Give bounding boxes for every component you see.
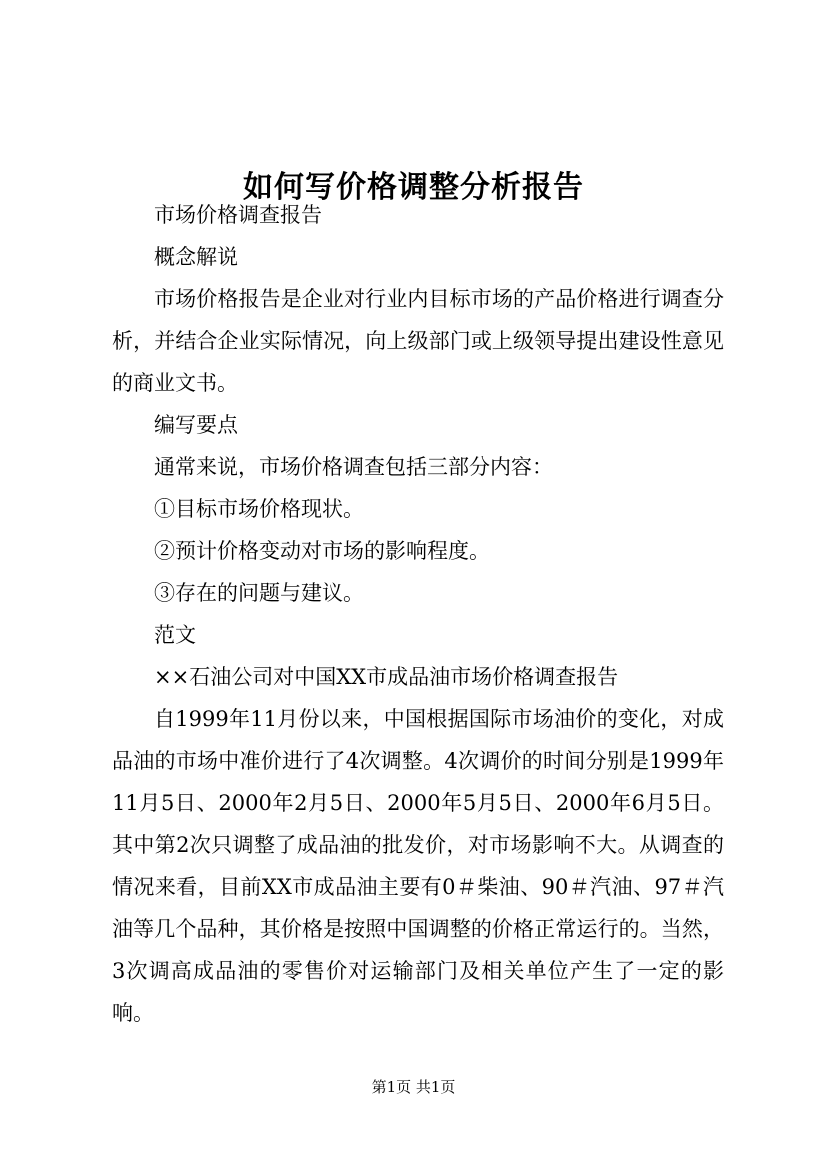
- paragraph: 概念解说: [154, 245, 238, 269]
- paragraph: 范文: [154, 623, 196, 647]
- paragraph: ××石油公司对中国XX市成品油市场价格调查报告: [154, 665, 619, 689]
- document-title: 如何写价格调整分析报告: [243, 170, 584, 206]
- page-footer: 第1页 共1页: [371, 1078, 456, 1096]
- paragraph: ②预计价格变动对市场的影响程度。: [154, 539, 490, 563]
- paragraph: 市场价格报告是企业对行业内目标市场的产品价格进行调查分析，并结合企业实际情况，向上级部门或上级领导提出建设性意见的商业文书。: [112, 287, 724, 395]
- paragraph: 自1999年11月份以来，中国根据国际市场油价的变化，对成品油的市场中准价进行了4次调整。4次调价的时间分别是1999年11月5日、2000年2月5日、2000年5月5日、2000年6月5日。其中第2次只调整了成品油的批发价，对市场影响不大。从调查的情况来看，目前XX市成品油主要有0＃柴油、90＃汽油、97＃汽油等几个品种，其价格是按照中国调整的价格正常运行的。当然，3次调高成品油的零售价对运输部门及相关单位产生了一定的影响。: [112, 707, 724, 1025]
- paragraph: 通常来说，市场价格调查包括三部分内容：: [154, 455, 553, 479]
- document-body: [112, 194, 724, 1034]
- paragraph: ①目标市场价格现状。: [154, 497, 364, 521]
- paragraph: 市场价格调查报告: [154, 203, 322, 227]
- paragraph: ③存在的问题与建议。: [154, 581, 364, 605]
- paragraph: 编写要点: [154, 413, 238, 437]
